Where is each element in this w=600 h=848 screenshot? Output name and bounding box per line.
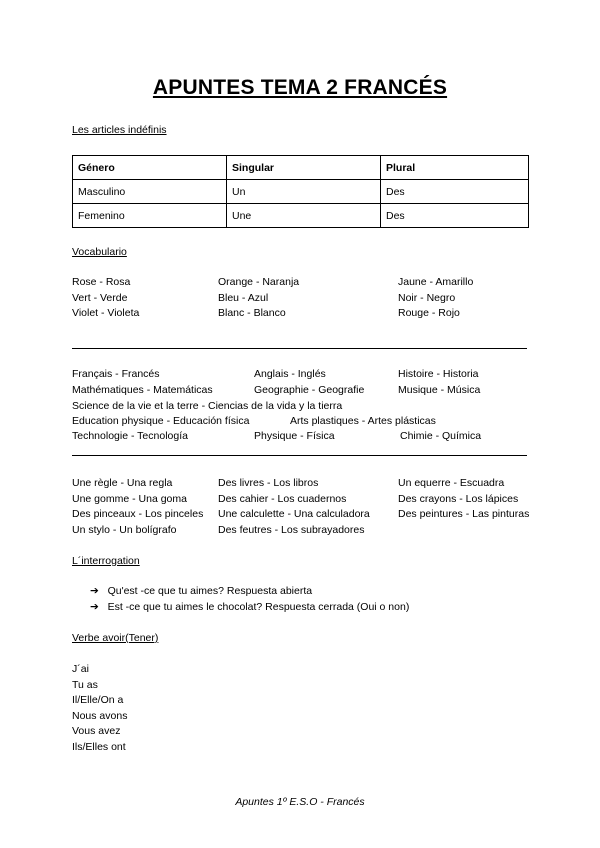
subject-francais: Français - Francés xyxy=(72,368,160,380)
conjugation-line: Nous avons xyxy=(72,709,128,722)
vocab-column-3 xyxy=(398,275,473,322)
avoir-heading: Verbe avoir(Tener) xyxy=(72,632,159,644)
subject-techno: Technologie - Tecnología xyxy=(72,430,188,442)
vocab-item: Une calculette - Una calculadora xyxy=(218,508,370,520)
table-cell: Un xyxy=(227,180,381,204)
vocab-item: Blanc - Blanco xyxy=(218,307,286,319)
supplies-column-1 xyxy=(72,476,203,538)
conjugation-line: Tu as xyxy=(72,678,98,691)
table-cell: Des xyxy=(381,204,529,228)
subject-anglais: Anglais - Inglés xyxy=(254,368,326,380)
table-header-cell: Plural xyxy=(381,156,529,180)
subject-science: Science de la vie et la terre - Ciencias de la vida y la tierra xyxy=(72,400,343,412)
vocab-item: Des feutres - Los subrayadores xyxy=(218,523,365,536)
vocab-item: Une règle - Una regla xyxy=(72,477,173,489)
supplies-column-2 xyxy=(218,476,370,538)
table-cell: Femenino xyxy=(73,204,227,228)
vocab-item: Vert - Verde xyxy=(72,291,128,304)
articles-table xyxy=(72,155,529,228)
vocab-item: Rouge - Rojo xyxy=(398,307,460,319)
vocab-item: Un stylo - Un bolígrafo xyxy=(72,523,177,536)
page-footer: Apuntes 1º E.S.O - Francés xyxy=(235,796,365,808)
vocab-item: Bleu - Azul xyxy=(218,291,269,304)
conjugation-line: Il/Elle/On a xyxy=(72,694,124,706)
table-row xyxy=(73,204,529,228)
question-open: Qu'est -ce que tu aimes? Respuesta abierta xyxy=(107,585,313,597)
vocab-item: Des livres - Los libros xyxy=(218,477,319,489)
subject-geo: Geographie - Geografie xyxy=(254,384,365,396)
vocab-item: Des pinceaux - Los pinceles xyxy=(72,508,204,520)
list-item xyxy=(90,584,312,600)
articles-heading: Les articles indéfinis xyxy=(72,124,167,136)
separator-line xyxy=(72,348,527,349)
arrow-bullet-icon: ➔ xyxy=(90,585,99,597)
vocab-item: Violet - Violeta xyxy=(72,307,140,319)
table-cell: Des xyxy=(381,180,529,204)
table-header-cell: Género xyxy=(73,156,227,180)
subject-histoire: Histoire - Historia xyxy=(398,368,479,380)
separator-line xyxy=(72,455,527,456)
conjugation-line: Vous avez xyxy=(72,725,121,737)
table-header-cell: Singular xyxy=(227,156,381,180)
vocab-item: Des peintures - Las pinturas xyxy=(398,508,530,520)
vocab-item: Noir - Negro xyxy=(398,291,456,304)
subject-chimie: Chimie - Química xyxy=(400,430,482,442)
avoir-conjugation xyxy=(72,662,127,755)
subject-physique: Physique - Física xyxy=(254,430,335,442)
question-closed: Est -ce que tu aimes le chocolat? Respuesta cerrada (Oui o non) xyxy=(107,601,410,613)
vocab-column-1 xyxy=(72,275,139,322)
vocab-item: Rose - Rosa xyxy=(72,276,131,288)
vocabulario-heading: Vocabulario xyxy=(72,246,127,258)
vocab-item: Jaune - Amarillo xyxy=(398,276,474,288)
conjugation-line: Ils/Elles ont xyxy=(72,740,126,753)
vocab-column-2 xyxy=(218,275,299,322)
table-row xyxy=(73,180,529,204)
vocab-item: Un equerre - Escuadra xyxy=(398,477,505,489)
vocab-item: Une gomme - Una goma xyxy=(72,492,187,505)
list-item xyxy=(90,600,409,616)
table-header-row xyxy=(73,156,529,180)
arrow-bullet-icon: ➔ xyxy=(90,601,99,613)
vocab-item: Des cahier - Los cuadernos xyxy=(218,492,347,505)
subject-maths: Mathématiques - Matemáticas xyxy=(72,384,213,396)
table-cell: Masculino xyxy=(73,180,227,204)
subject-education: Education physique - Educación física xyxy=(72,415,250,427)
vocab-item: Des crayons - Los lápices xyxy=(398,492,519,505)
conjugation-line: J´ai xyxy=(72,663,89,675)
vocab-item: Orange - Naranja xyxy=(218,276,300,288)
page-title: APUNTES TEMA 2 FRANCÉS xyxy=(152,76,448,99)
table-cell: Une xyxy=(227,204,381,228)
subject-arts: Arts plastiques - Artes plásticas xyxy=(290,415,436,427)
interrogation-heading: L´interrogation xyxy=(72,555,140,567)
subject-musique: Musique - Música xyxy=(398,384,481,396)
supplies-column-3 xyxy=(398,476,529,523)
